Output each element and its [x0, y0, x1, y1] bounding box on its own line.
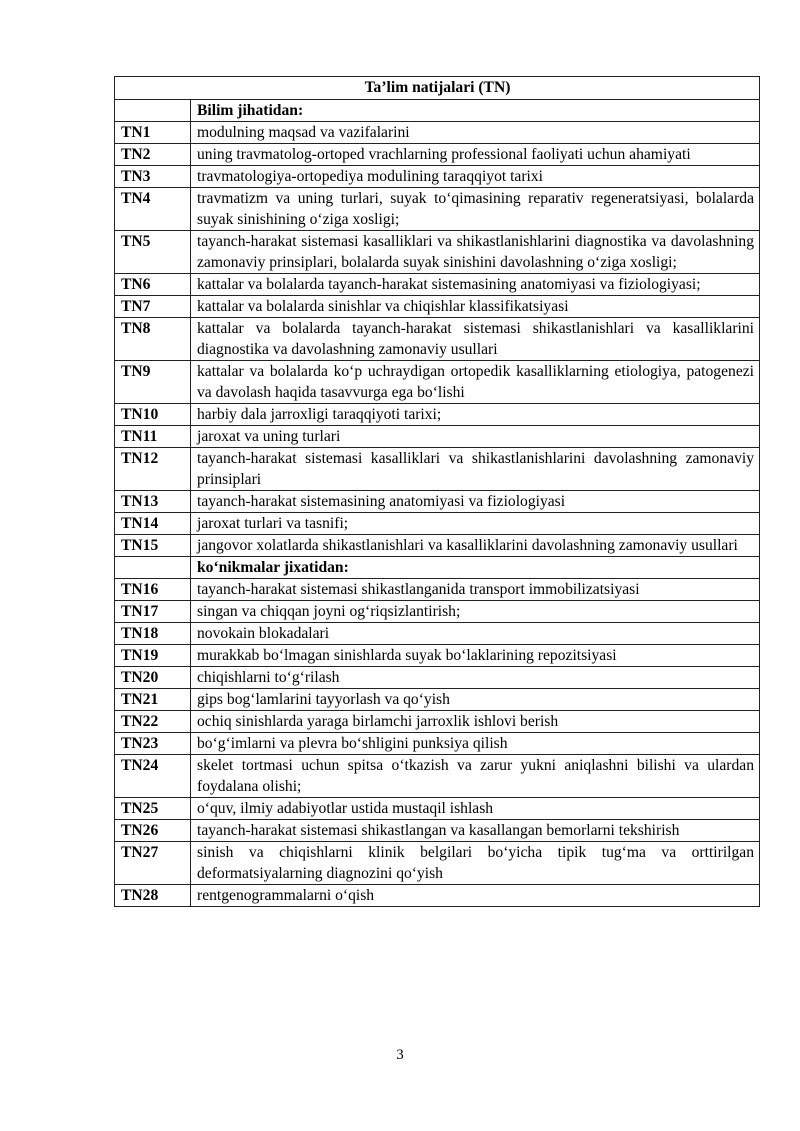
table-row: [115, 579, 760, 601]
outcome-code: TN8: [115, 318, 191, 361]
table-row: [115, 842, 760, 885]
outcome-code: TN15: [115, 535, 191, 557]
outcome-code: TN17: [115, 601, 191, 623]
table-row: [115, 689, 760, 711]
section-header-row: [115, 557, 760, 579]
outcome-code: TN1: [115, 122, 191, 144]
table-row: [115, 296, 760, 318]
table-row: [115, 667, 760, 689]
outcome-code: TN10: [115, 404, 191, 426]
section-header-row: [115, 100, 760, 122]
outcome-description: modulning maqsad va vazifalarini: [191, 122, 760, 144]
table-row: [115, 601, 760, 623]
outcome-description: travmatologiya-ortopediya modulining taraqqiyot tarixi: [191, 166, 760, 188]
outcome-code: TN2: [115, 144, 191, 166]
outcome-code: TN26: [115, 820, 191, 842]
outcome-description: jangovor xolatlarda shikastlanishlari va kasalliklarini davolashning zamonaviy usullari: [191, 535, 760, 557]
outcome-code: TN6: [115, 274, 191, 296]
outcome-code: TN11: [115, 426, 191, 448]
table-row: [115, 513, 760, 535]
outcome-description: rentgenogrammalarni o‘qish: [191, 885, 760, 907]
table-row: [115, 318, 760, 361]
table-title-row: [115, 77, 760, 100]
table-row: [115, 820, 760, 842]
outcome-code: TN13: [115, 491, 191, 513]
table-row: [115, 535, 760, 557]
outcome-code: TN21: [115, 689, 191, 711]
section-heading: Bilim jihatidan:: [191, 100, 760, 122]
outcome-code: TN7: [115, 296, 191, 318]
outcome-description: bo‘g‘imlarni va plevra bo‘shligini punksiya qilish: [191, 733, 760, 755]
outcome-description: tayanch-harakat sistemasi kasalliklari va shikastlanishlarini diagnostika va davolashning zamonaviy prinsiplari, bolalarda suyak sinishini davolashning o‘ziga xosligi;: [191, 231, 760, 274]
table-row: [115, 188, 760, 231]
outcome-description: ochiq sinishlarda yaraga birlamchi jarroxlik ishlovi berish: [191, 711, 760, 733]
outcome-code: TN28: [115, 885, 191, 907]
outcome-code: TN22: [115, 711, 191, 733]
table-row: [115, 448, 760, 491]
outcome-code: [115, 557, 191, 579]
outcome-code: TN5: [115, 231, 191, 274]
outcome-code: TN9: [115, 361, 191, 404]
outcome-description: tayanch-harakat sistemasi shikastlangan va kasallangan bemorlarni tekshirish: [191, 820, 760, 842]
outcome-description: kattalar va bolalarda tayanch-harakat sistemasi shikastlanishlari va kasalliklarini diagnostika va davolashning zamonaviy usullari: [191, 318, 760, 361]
section-heading: ko‘nikmalar jixatidan:: [191, 557, 760, 579]
table-row: [115, 491, 760, 513]
outcome-description: tayanch-harakat sistemasi kasalliklari va shikastlanishlarini davolashning zamonaviy prinsiplari: [191, 448, 760, 491]
outcome-description: skelet tortmasi uchun spitsa o‘tkazish va zarur yukni aniqlashni bilishi va ulardan foydalana olishi;: [191, 755, 760, 798]
outcome-description: kattalar va bolalarda sinishlar va chiqishlar klassifikatsiyasi: [191, 296, 760, 318]
outcome-code: TN23: [115, 733, 191, 755]
outcome-code: TN27: [115, 842, 191, 885]
outcome-description: novokain blokadalari: [191, 623, 760, 645]
outcome-code: TN16: [115, 579, 191, 601]
outcome-code: TN14: [115, 513, 191, 535]
outcome-code: TN25: [115, 798, 191, 820]
outcome-description: uning travmatolog-ortoped vrachlarning professional faoliyati uchun ahamiyati: [191, 144, 760, 166]
outcome-description: tayanch-harakat sistemasining anatomiyasi va fiziologiyasi: [191, 491, 760, 513]
table-row: [115, 274, 760, 296]
outcome-description: jaroxat turlari va tasnifi;: [191, 513, 760, 535]
outcome-code: TN3: [115, 166, 191, 188]
outcome-description: sinish va chiqishlarni klinik belgilari bo‘yicha tipik tug‘ma va orttirilgan deformatsiyalarning diagnozini qo‘yish: [191, 842, 760, 885]
table-row: [115, 798, 760, 820]
page-number: 3: [396, 1047, 404, 1063]
outcome-code: TN24: [115, 755, 191, 798]
table-row: [115, 122, 760, 144]
outcome-description: tayanch-harakat sistemasi shikastlanganida transport immobilizatsiyasi: [191, 579, 760, 601]
outcome-description: singan va chiqqan joyni og‘riqsizlantirish;: [191, 601, 760, 623]
outcome-description: murakkab bo‘lmagan sinishlarda suyak bo‘laklarining repozitsiyasi: [191, 645, 760, 667]
table-row: [115, 623, 760, 645]
outcome-code: TN19: [115, 645, 191, 667]
outcome-code: [115, 100, 191, 122]
table-row: [115, 755, 760, 798]
outcome-code: TN18: [115, 623, 191, 645]
outcome-description: kattalar va bolalarda ko‘p uchraydigan ortopedik kasalliklarning etiologiya, patogenezi va davolash haqida tasavvurga ega bo‘lishi: [191, 361, 760, 404]
table-row: [115, 166, 760, 188]
outcome-description: harbiy dala jarroxligi taraqqiyoti tarixi;: [191, 404, 760, 426]
table-row: [115, 144, 760, 166]
table-row: [115, 231, 760, 274]
table-row: [115, 885, 760, 907]
table-row: [115, 711, 760, 733]
outcome-description: travmatizm va uning turlari, suyak to‘qimasining reparativ regeneratsiyasi, bolalarda suyak sinishining o‘ziga xosligi;: [191, 188, 760, 231]
outcome-description: o‘quv, ilmiy adabiyotlar ustida mustaqil ishlash: [191, 798, 760, 820]
outcome-description: gips bog‘lamlarini tayyorlash va qo‘yish: [191, 689, 760, 711]
outcome-description: jaroxat va uning turlari: [191, 426, 760, 448]
outcome-description: chiqishlarni to‘g‘rilash: [191, 667, 760, 689]
outcome-code: TN12: [115, 448, 191, 491]
outcome-code: TN4: [115, 188, 191, 231]
table-row: [115, 361, 760, 404]
table-title: Ta’lim natijalari (TN): [115, 77, 760, 100]
outcome-code: TN20: [115, 667, 191, 689]
table-row: [115, 733, 760, 755]
table-row: [115, 645, 760, 667]
table-row: [115, 404, 760, 426]
learning-outcomes-table: [114, 76, 760, 907]
table-row: [115, 426, 760, 448]
outcome-description: kattalar va bolalarda tayanch-harakat sistemasining anatomiyasi va fiziologiyasi;: [191, 274, 760, 296]
